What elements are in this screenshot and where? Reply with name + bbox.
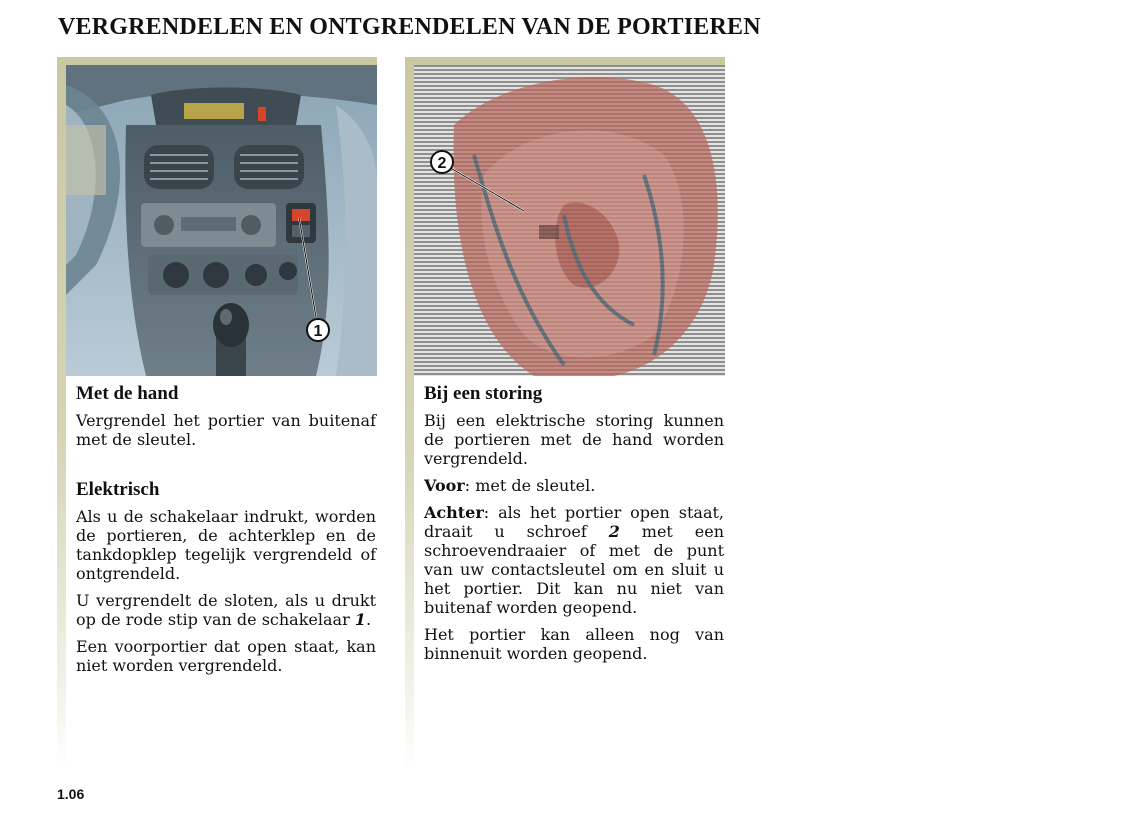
left-column <box>57 57 377 772</box>
label-voor: Voor <box>424 475 465 495</box>
label-achter: Achter <box>424 502 484 522</box>
section-heading-met-de-hand: Met de hand <box>76 383 179 404</box>
callout-2-label: 2 <box>437 155 447 172</box>
column-top-bar <box>405 57 725 65</box>
text-run: U vergrendelt de sloten, als u drukt op de rode stip van de schakelaar <box>76 590 376 629</box>
reference-number: 2 <box>608 521 620 541</box>
column-top-bar <box>57 57 377 65</box>
page-title: VERGRENDELEN EN ONTGRENDELEN VAN DE PORTIEREN <box>58 14 761 40</box>
paragraph <box>424 476 724 495</box>
right-column <box>405 57 725 772</box>
paragraph <box>76 591 376 629</box>
left-text <box>76 383 376 683</box>
text-run: : als het portier open staat, draait u schroef <box>424 502 724 541</box>
column-accent-bar <box>405 57 414 772</box>
section-heading-elektrisch: Elektrisch <box>76 478 160 500</box>
column-accent-bar <box>57 57 66 772</box>
callout-1-label: 1 <box>313 323 323 340</box>
paragraph: Een voorportier dat open staat, kan niet worden vergrendeld. <box>76 636 376 675</box>
paragraph <box>424 503 724 617</box>
section-heading-bij-een-storing: Bij een storing <box>424 383 543 404</box>
paragraph: Als u de schakelaar indrukt, worden de portieren, de achterklep en de tankdopklep tegelijk vergrendeld of ontgrendeld. <box>76 506 376 583</box>
paragraph: Vergrendel het portier van buitenaf met de sleutel. <box>76 410 376 449</box>
reference-number: 1 <box>354 609 366 629</box>
text-run: : met de sleutel. <box>464 475 596 495</box>
text-run: met een schroevendraaier of met de punt van uw contactsleutel om en sluit u het portier. Dit kan nu niet van buitenaf worden geopend. <box>424 521 724 617</box>
door-illustration <box>414 65 725 376</box>
dashboard-figure <box>66 65 377 376</box>
page-number: 1.06 <box>57 786 85 802</box>
text-run: . <box>365 609 372 629</box>
right-text <box>424 383 724 671</box>
paragraph: Bij een elektrische storing kunnen de portieren met de hand worden vergrendeld. <box>424 410 724 468</box>
door-figure <box>414 65 725 376</box>
dashboard-illustration <box>66 65 377 376</box>
paragraph: Het portier kan alleen nog van binnenuit worden geopend. <box>424 624 724 663</box>
